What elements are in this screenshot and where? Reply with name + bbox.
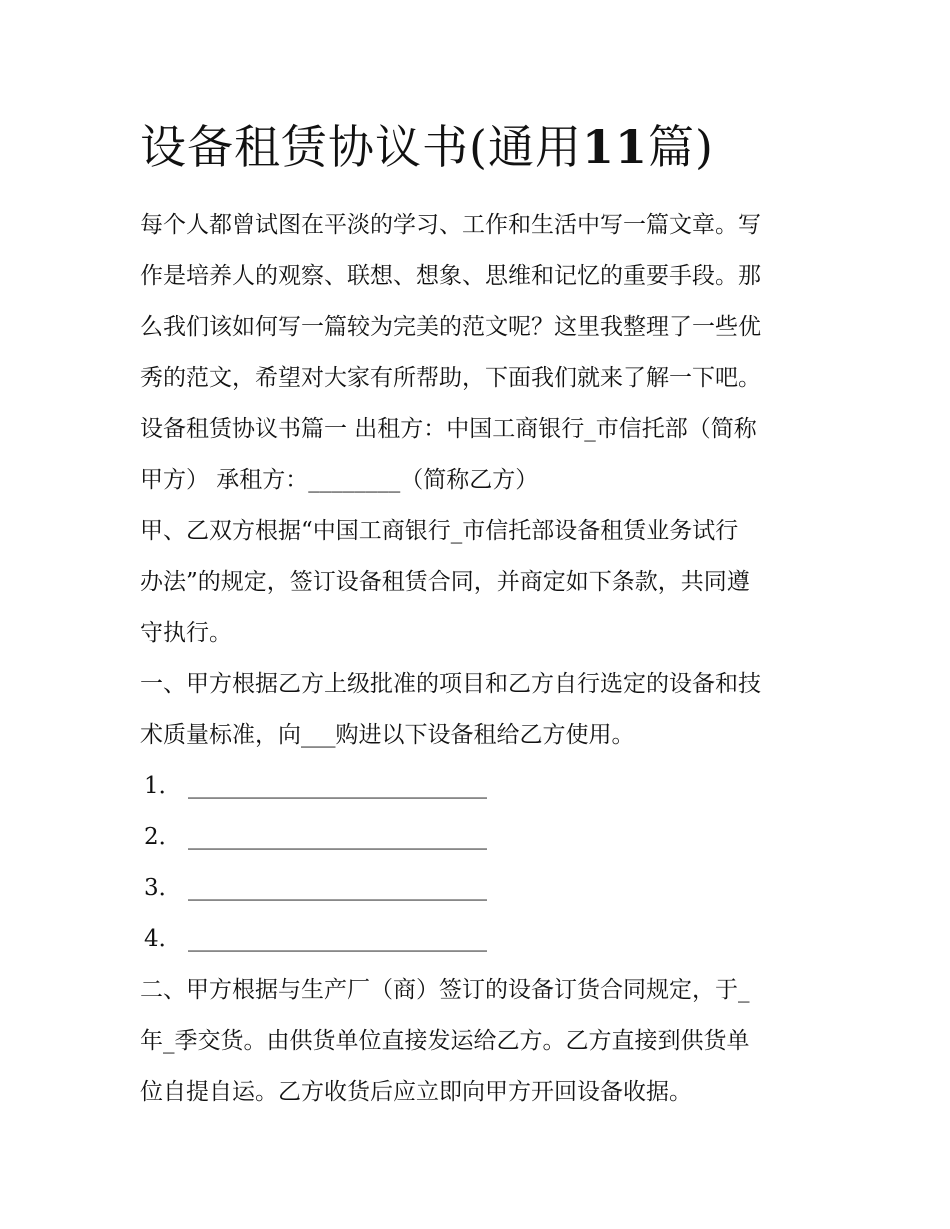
list-number: 3． [144, 875, 182, 901]
text-line: 秀的范文，希望对大家有所帮助，下面我们就来了解一下吧。 [140, 365, 761, 391]
fill-in-blank: __________________________ [188, 875, 487, 901]
text-line: 设备租赁协议书篇一 出租方：中国工商银行_市信托部（简称 [140, 416, 757, 442]
text-line: 二、甲方根据与生产厂（商）签订的设备订货合同规定，于_ [140, 977, 750, 1003]
text-line: 作是培养人的观察、联想、想象、思维和记忆的重要手段。那 [140, 263, 761, 289]
text-line: 守执行。 [140, 620, 232, 646]
text-line: 么我们该如何写一篇较为完美的范文呢？这里我整理了一些优 [140, 314, 761, 340]
fill-in-blank: __________________________ [188, 824, 487, 850]
list-item [140, 761, 815, 812]
document-title [140, 112, 815, 182]
text-line: 甲、乙双方根据“中国工商银行_市信托部设备租赁业务试行 [140, 518, 739, 544]
title-number: 11 [581, 120, 648, 174]
title-main: 设备租赁协议书(通用 [140, 120, 582, 174]
text-line: 位自提自运。乙方收货后应立即向甲方开回设备收据。 [140, 1079, 692, 1105]
title-end: 篇) [647, 120, 714, 174]
text-line: 办法”的规定，签订设备租赁合同，并商定如下条款，共同遵 [140, 569, 750, 595]
text-line: 一、甲方根据乙方上级批准的项目和乙方自行选定的设备和技 [140, 671, 761, 697]
fill-in-blank: __________________________ [188, 926, 487, 952]
text-line: 每个人都曾试图在平淡的学习、工作和生活中写一篇文章。写 [140, 212, 761, 238]
text-line: 年_季交货。由供货单位直接发运给乙方。乙方直接到供货单 [140, 1028, 750, 1054]
text-line: 甲方） 承租方：________（简称乙方） [140, 467, 539, 493]
document-body [140, 112, 815, 1118]
list-item [140, 914, 815, 965]
text-line: 术质量标准，向___购进以下设备租给乙方使用。 [140, 722, 635, 748]
list-item [140, 812, 815, 863]
list-number: 1． [144, 773, 182, 799]
list-number: 4． [144, 926, 182, 952]
fill-in-blank: __________________________ [188, 773, 487, 799]
list-number: 2． [144, 824, 182, 850]
list-item [140, 863, 815, 914]
